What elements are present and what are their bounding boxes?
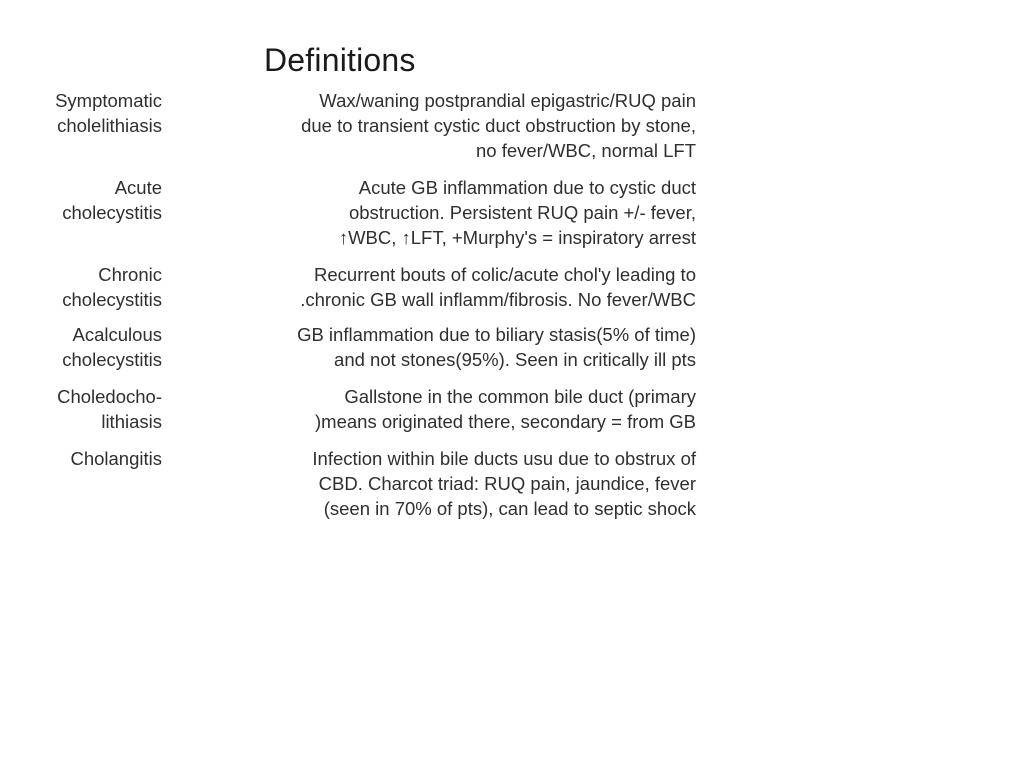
definition-text [186,262,696,312]
definition-line: obstruction. Persistent RUQ pain +/- fever, [348,202,696,223]
term [20,175,162,225]
definition-row-chronic-cholecystitis [20,262,700,312]
slide-title: Definitions [264,42,416,78]
definition-line: and not stones(95%). Seen in critically ill pts [334,349,696,370]
term-line: cholelithiasis [57,115,162,136]
definition-row-cholangitis [20,446,700,521]
term [20,384,162,434]
definition-line: .chronic GB wall inflamm/fibrosis. No fever/WBC [300,289,696,310]
definition-line: (seen in 70% of pts), can lead to septic shock [323,498,696,519]
term-line: Symptomatic [55,90,162,111]
definition-text [186,446,696,521]
definition-text [186,88,696,163]
term-line: cholecystitis [62,289,162,310]
definition-line: Acute GB inflammation due to cystic duct [358,177,696,198]
definition-line: CBD. Charcot triad: RUQ pain, jaundice, fever [318,473,696,494]
term-line: lithiasis [101,411,162,432]
term-line: Chronic [98,264,162,285]
term [20,262,162,312]
term [20,322,162,372]
term-line: Acute [114,177,162,198]
definitions-list [20,88,700,521]
definition-row-symptomatic-cholelithiasis [20,88,700,163]
definition-line: Wax/waning postprandial epigastric/RUQ pain [319,90,696,111]
term [20,446,162,471]
term [20,88,162,138]
definition-text [186,384,696,434]
definition-line: ↑WBC, ↑LFT, +Murphy's = inspiratory arrest [338,227,696,248]
definition-line: Gallstone in the common bile duct (primary [344,386,696,407]
definition-row-acalculous-cholecystitis [20,322,700,372]
term-line: Choledocho- [57,386,162,407]
definition-text [186,322,696,372]
term-line: Acalculous [72,324,162,345]
term-line: cholecystitis [62,202,162,223]
definition-text [186,175,696,250]
term-line: cholecystitis [62,349,162,370]
definition-row-acute-cholecystitis [20,175,700,250]
definition-line: Recurrent bouts of colic/acute chol'y leading to [314,264,696,285]
definition-line: due to transient cystic duct obstruction by stone, [301,115,696,136]
definition-row-choledocholithiasis [20,384,700,434]
definition-line: GB inflammation due to biliary stasis(5% of time) [297,324,696,345]
definition-line: )means originated there, secondary = from GB [315,411,696,432]
term-line: Cholangitis [70,448,162,469]
definition-line: Infection within bile ducts usu due to obstrux of [312,448,696,469]
definition-line: no fever/WBC, normal LFT [475,140,696,161]
